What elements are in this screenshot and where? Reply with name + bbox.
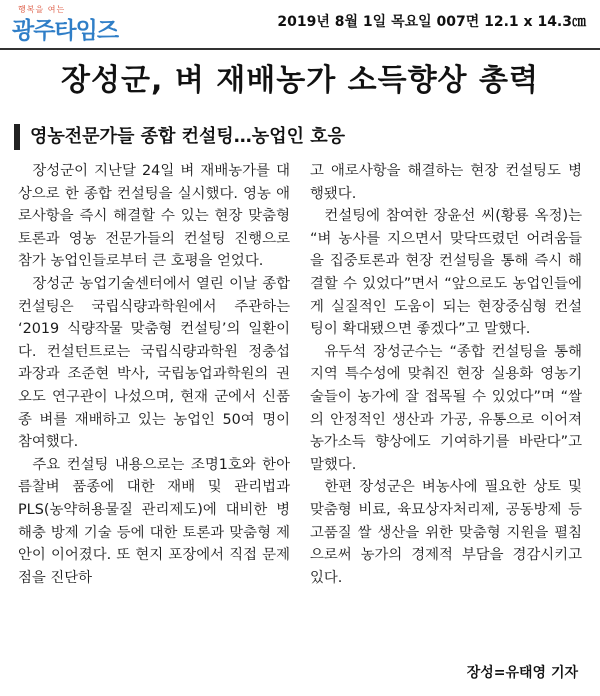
header-divider (0, 48, 600, 50)
newspaper-logo: 광주타임즈 (12, 18, 119, 44)
byline: 장성=유태영 기자 (466, 665, 578, 681)
paragraph: 유두석 장성군수는 “종합 컨설팅을 통해 지역 특수성에 맞춰진 현장 실용화 영농기술들이 농가에 잘 접목될 수 있었다”며 “쌀의 안정적인 생산과 가공, 유통으로 이어져 농가소득 향상에도 기여하기를 바란다”고 말했다. (310, 343, 582, 473)
paragraph: 장성군이 지난달 24일 벼 재배농가를 대상으로 한 종합 컨설팅을 실시했다. 영농 애로사항을 즉시 해결할 수 있는 현장 맞춤형 토론과 영농 전문가들의 컨설팅 진행으로 참가 농업인들로부터 큰 호평을 얻었다. (18, 163, 290, 270)
paragraph: 장성군 농업기술센터에서 열린 이날 종합 컨설팅은 국립식량과학원에서 주관하는 ‘2019 식량작물 맞춤형 컨설팅’의 일환이다. 컨설턴트로는 국립식량과학원 정충섭 과장과 조준현 박사, 국립농업과학원의 권오도 연구관이 나섰으며, 현재 군에서 신품종 벼를 재배하고 있는 농업인 50여 명이 참여했다. (18, 275, 290, 451)
article-column-right (310, 160, 582, 589)
paragraph: 주요 컨설팅 내용으로는 조명1호와 한아름찰벼 품종에 대한 재배 및 관리법과 PLS(농약허용물질 관리제도)에 대비한 병해충 방제 기술 등에 대한 토론과 맞춤형 제안이 이어졌다. 또 현지 포장에서 직접 문제점을 진단하 (18, 456, 290, 586)
paragraph: 고 애로사항을 해결하는 현장 컨설팅도 병행됐다. (310, 163, 582, 202)
logo (12, 4, 132, 42)
paragraph: 컨설팅에 참여한 장윤선 씨(황룡 옥정)는 “벼 농사를 지으면서 맞닥뜨렸던 어려움들을 집중토론과 현장 컨설팅을 통해 즉시 해결할 수 있었다”면서 “앞으로도 농업인들에게 실질적인 도움이 되는 현장중심형 컨설팅이 확대됐으면 좋겠다”고 말했다. (310, 208, 582, 338)
paragraph: 한편 장성군은 벼농사에 필요한 상토 및 맞춤형 비료, 육묘상자처리제, 공동방제 등 고품질 쌀 생산을 위한 맞춤형 지원을 펼침으로써 농가의 경제적 부담을 경감시키고 있다. (310, 479, 582, 586)
logo-tagline: 행복을 여는 (18, 5, 66, 14)
article-column-left (18, 160, 290, 589)
article-headline: 장성군, 벼 재배농가 소득향상 총력 (61, 63, 539, 98)
publication-info: 2019년 8월 1일 목요일 007면 12.1 x 14.3㎝ (277, 14, 586, 30)
article-subheadline: 영농전문가들 종합 컨설팅…농업인 호응 (14, 124, 345, 150)
masthead (0, 0, 600, 46)
